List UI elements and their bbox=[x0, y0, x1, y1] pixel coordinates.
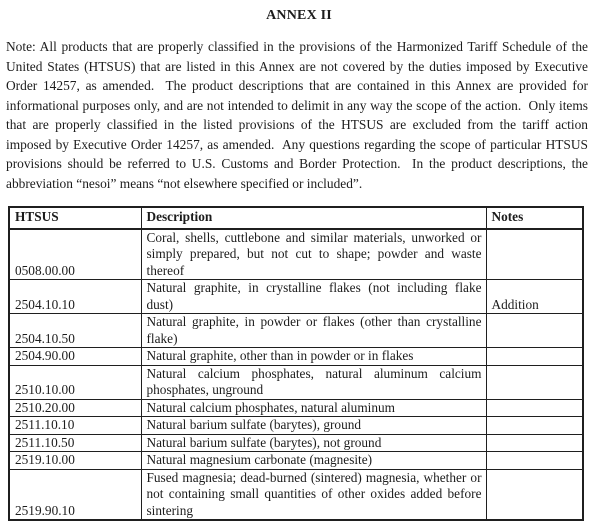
description-cell: Natural calcium phosphates, natural aluminum calcium phosphates, unground bbox=[141, 365, 486, 399]
table-row bbox=[9, 417, 583, 435]
description-cell: Natural graphite, other than in powder or in flakes bbox=[141, 348, 486, 366]
htsus-code-cell: 2504.90.00 bbox=[9, 348, 141, 366]
htsus-code-cell: 2519.90.10 bbox=[9, 469, 141, 520]
column-header-htsus: HTSUS bbox=[9, 207, 141, 229]
htsus-code-cell: 2504.10.10 bbox=[9, 280, 141, 314]
document-title: ANNEX II bbox=[266, 8, 332, 23]
description-cell: Natural calcium phosphates, natural aluminum bbox=[141, 399, 486, 417]
table-row bbox=[9, 229, 583, 280]
description-cell: Natural graphite, in crystalline flakes (not including flake dust) bbox=[141, 280, 486, 314]
table-row bbox=[9, 314, 583, 348]
htsus-code-cell: 2519.10.00 bbox=[9, 452, 141, 470]
table-row bbox=[9, 348, 583, 366]
description-cell: Fused magnesia; dead-burned (sintered) magnesia, whether or not containing small quantities of other oxides added before sintering bbox=[141, 469, 486, 520]
notes-cell bbox=[486, 417, 583, 435]
description-cell: Natural barium sulfate (barytes), not ground bbox=[141, 434, 486, 452]
notes-cell bbox=[486, 365, 583, 399]
notes-cell: Addition bbox=[486, 280, 583, 314]
notes-cell bbox=[486, 314, 583, 348]
htsus-code-cell: 2511.10.10 bbox=[9, 417, 141, 435]
htsus-code-cell: 2504.10.50 bbox=[9, 314, 141, 348]
note-paragraph: Note: All products that are properly classified in the provisions of the Harmonized Tariff Schedule of the United States (HTSUS) that are listed in this Annex are not covered by the duties imposed by Executive Order 14257, as amended. The product descriptions that are contained in this Annex are provided for informational purposes only, and are not intended to delimit in any way the scope of the action. Only items that are properly classified in the listed provisions of the HTSUS are excluded from the tariff action imposed by Executive Order 14257, as amended. Any questions regarding the scope of particular HTSUS provisions should be referred to U.S. Customs and Border Protection. In the product descriptions, the abbreviation “nesoi” means “not elsewhere specified or included”. bbox=[6, 39, 592, 191]
htsus-code-cell: 2510.20.00 bbox=[9, 399, 141, 417]
notes-cell bbox=[486, 434, 583, 452]
table-row bbox=[9, 280, 583, 314]
table-header-row bbox=[9, 207, 583, 229]
table-row bbox=[9, 365, 583, 399]
table-row bbox=[9, 434, 583, 452]
htsus-table bbox=[8, 206, 584, 521]
htsus-code-cell: 2511.10.50 bbox=[9, 434, 141, 452]
notes-cell bbox=[486, 452, 583, 470]
table-body bbox=[9, 229, 583, 521]
htsus-code-cell: 2510.10.00 bbox=[9, 365, 141, 399]
table-row bbox=[9, 399, 583, 417]
notes-cell bbox=[486, 469, 583, 520]
table-row bbox=[9, 469, 583, 520]
table-row bbox=[9, 452, 583, 470]
description-cell: Natural barium sulfate (barytes), ground bbox=[141, 417, 486, 435]
column-header-notes: Notes bbox=[486, 207, 583, 229]
htsus-code-cell: 0508.00.00 bbox=[9, 229, 141, 280]
notes-cell bbox=[486, 399, 583, 417]
column-header-description: Description bbox=[141, 207, 486, 229]
notes-cell bbox=[486, 348, 583, 366]
description-cell: Coral, shells, cuttlebone and similar materials, unworked or simply prepared, but not cut to shape; powder and waste thereof bbox=[141, 229, 486, 280]
description-cell: Natural magnesium carbonate (magnesite) bbox=[141, 452, 486, 470]
notes-cell bbox=[486, 229, 583, 280]
description-cell: Natural graphite, in powder or flakes (other than crystalline flake) bbox=[141, 314, 486, 348]
